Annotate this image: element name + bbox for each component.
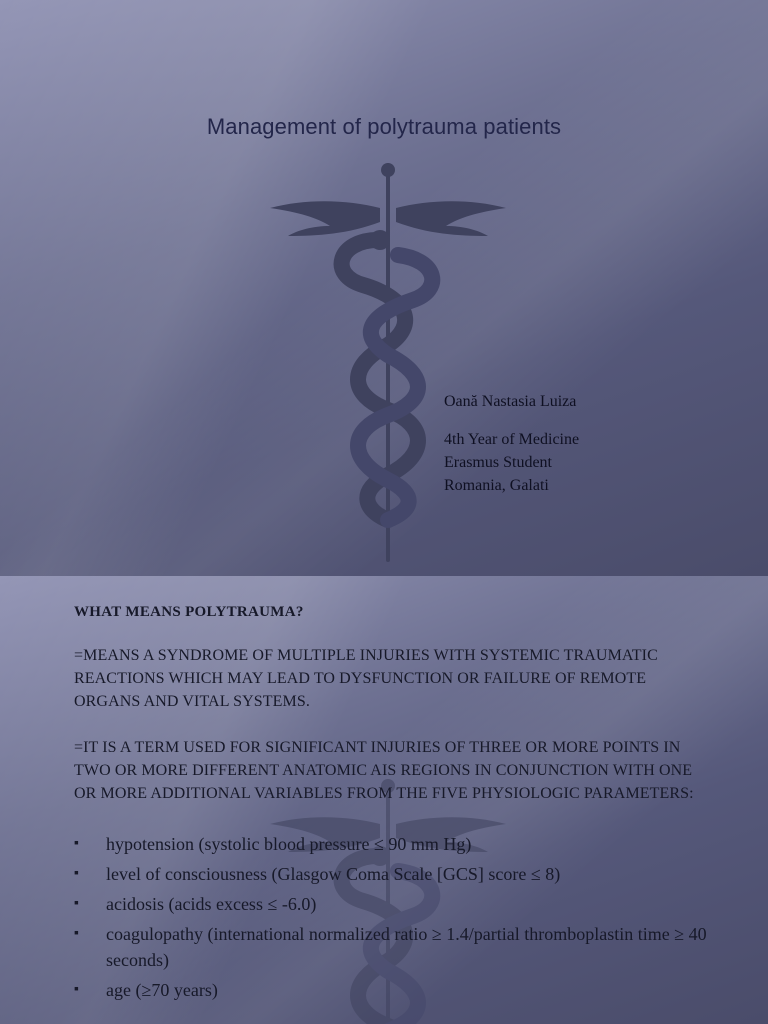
slide-heading: WHAT MEANS POLYTRAUMA? — [74, 604, 304, 620]
bullet-icon: ▪ — [74, 836, 79, 851]
bullet-icon: ▪ — [74, 866, 79, 881]
list-item-text: coagulopathy (international normalized ratio ≥ 1.4/partial thromboplastin time ≥ 40 seconds) — [106, 924, 707, 970]
list-item — [74, 921, 714, 973]
list-item — [74, 977, 714, 1003]
definition-paragraph: =IT IS A TERM USED FOR SIGNIFICANT INJURIES OF THREE OR MORE POINTS IN TWO OR MORE DIFFERENT ANATOMIC AIS REGIONS IN CONJUNCTION WITH ONE OR MORE ADDITIONAL VARIABLES FROM THE FIVE PHYSIOLOGIC PARAMETERS: — [74, 739, 694, 802]
list-item — [74, 891, 714, 917]
bullet-icon: ▪ — [74, 926, 79, 941]
author-name: Oană Nastasia Luiza — [444, 393, 577, 410]
author-detail: 4th Year of Medicine — [444, 431, 580, 448]
list-item — [74, 831, 714, 857]
slide-title: Management of polytrauma patients — [206, 114, 562, 139]
author-detail: Erasmus Student — [444, 454, 552, 471]
definition-paragraph: =MEANS A SYNDROME OF MULTIPLE INJURIES WITH SYSTEMIC TRAUMATIC REACTIONS WHICH MAY LEAD TO DYSFUNCTION OR FAILURE OF REMOTE ORGANS AND VITAL SYSTEMS. — [74, 647, 658, 710]
author-detail: Romania, Galati — [444, 477, 549, 494]
parameter-list — [74, 831, 714, 1003]
bullet-icon: ▪ — [74, 982, 79, 997]
list-item — [74, 861, 714, 887]
caduceus-icon — [268, 160, 508, 570]
author-block — [444, 390, 579, 497]
list-item-text: acidosis (acids excess ≤ -6.0) — [106, 894, 317, 914]
definition-slide — [0, 576, 768, 1024]
list-item-text: level of consciousness (Glasgow Coma Scale [GCS] score ≤ 8) — [106, 864, 561, 884]
list-item-text: age (≥70 years) — [106, 980, 218, 1000]
slide-content — [74, 604, 714, 1007]
bullet-icon: ▪ — [74, 896, 79, 911]
list-item-text: hypotension (systolic blood pressure ≤ 90 mm Hg) — [106, 834, 472, 854]
